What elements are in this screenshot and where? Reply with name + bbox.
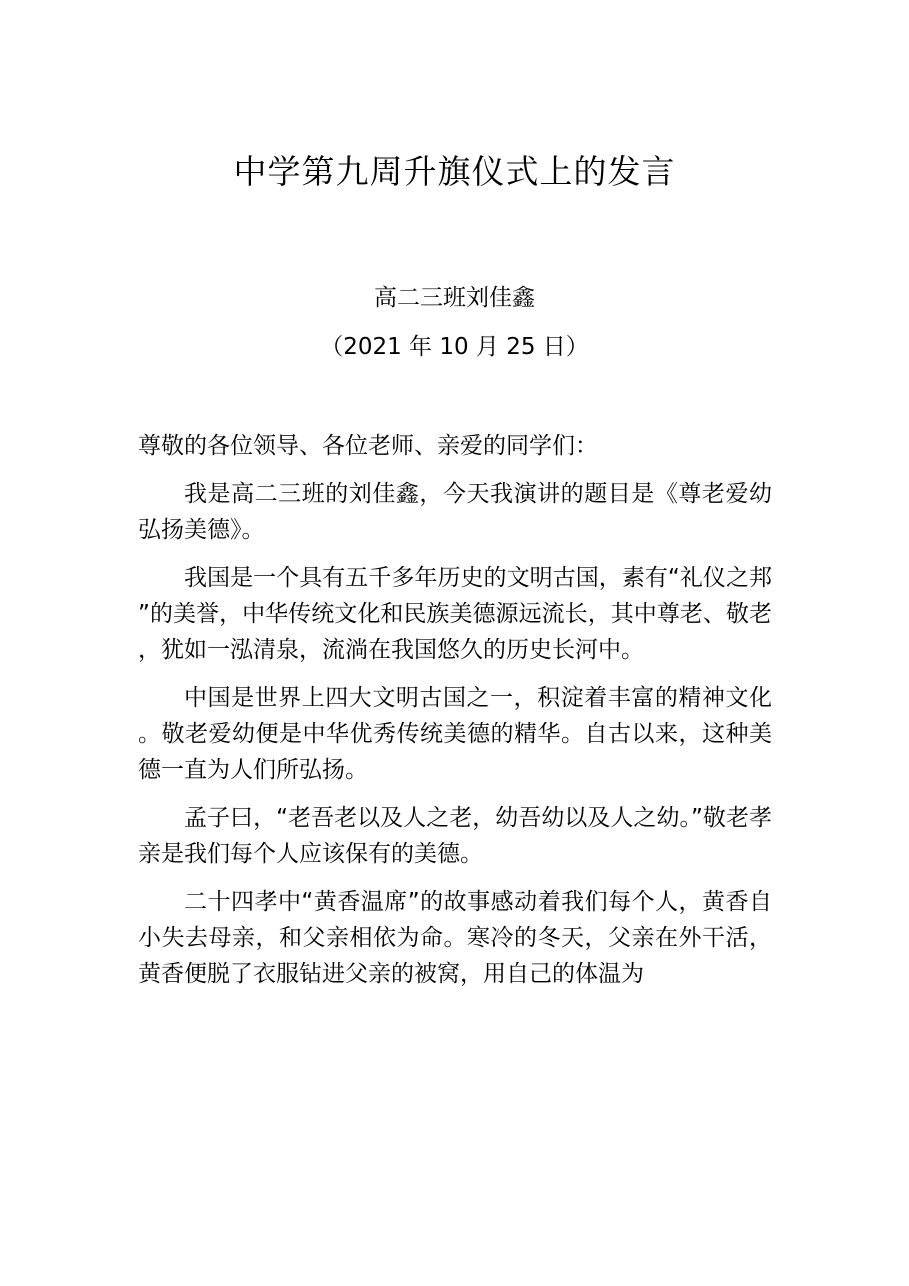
date-line: （2021 年 10 月 25 日） <box>320 334 589 360</box>
paragraph: 我是高二三班的刘佳鑫，今天我演讲的题目是《尊老爱幼弘扬美德》。 <box>138 481 772 543</box>
salutation: 尊敬的各位领导、各位老师、亲爱的同学们： <box>138 433 598 459</box>
author-line: 高二三班刘佳鑫 <box>374 285 535 311</box>
speech-body <box>138 428 772 1004</box>
paragraph: 孟子曰，“老吾老以及人之老，幼吾幼以及人之幼。”敬老孝亲是我们每个人应该保有的美德。 <box>138 805 772 867</box>
paragraph: 我国是一个具有五千多年历史的文明古国，素有“礼仪之邦”的美誉，中华传统文化和民族美德源远流长，其中尊老、敬老，犹如一泓清泉，流淌在我国悠久的历史长河中。 <box>138 565 772 663</box>
paragraph: 中国是世界上四大文明古国之一，积淀着丰富的精神文化。敬老爱幼便是中华优秀传统美德的精华。自古以来，这种美德一直为人们所弘扬。 <box>138 685 772 783</box>
document-title: 中学第九周升旗仪式上的发言 <box>233 152 676 191</box>
paragraph: 二十四孝中“黄香温席”的故事感动着我们每个人，黄香自小失去母亲，和父亲相依为命。寒冷的冬天，父亲在外干活，黄香便脱了衣服钻进父亲的被窝，用自己的体温为 <box>138 889 772 987</box>
